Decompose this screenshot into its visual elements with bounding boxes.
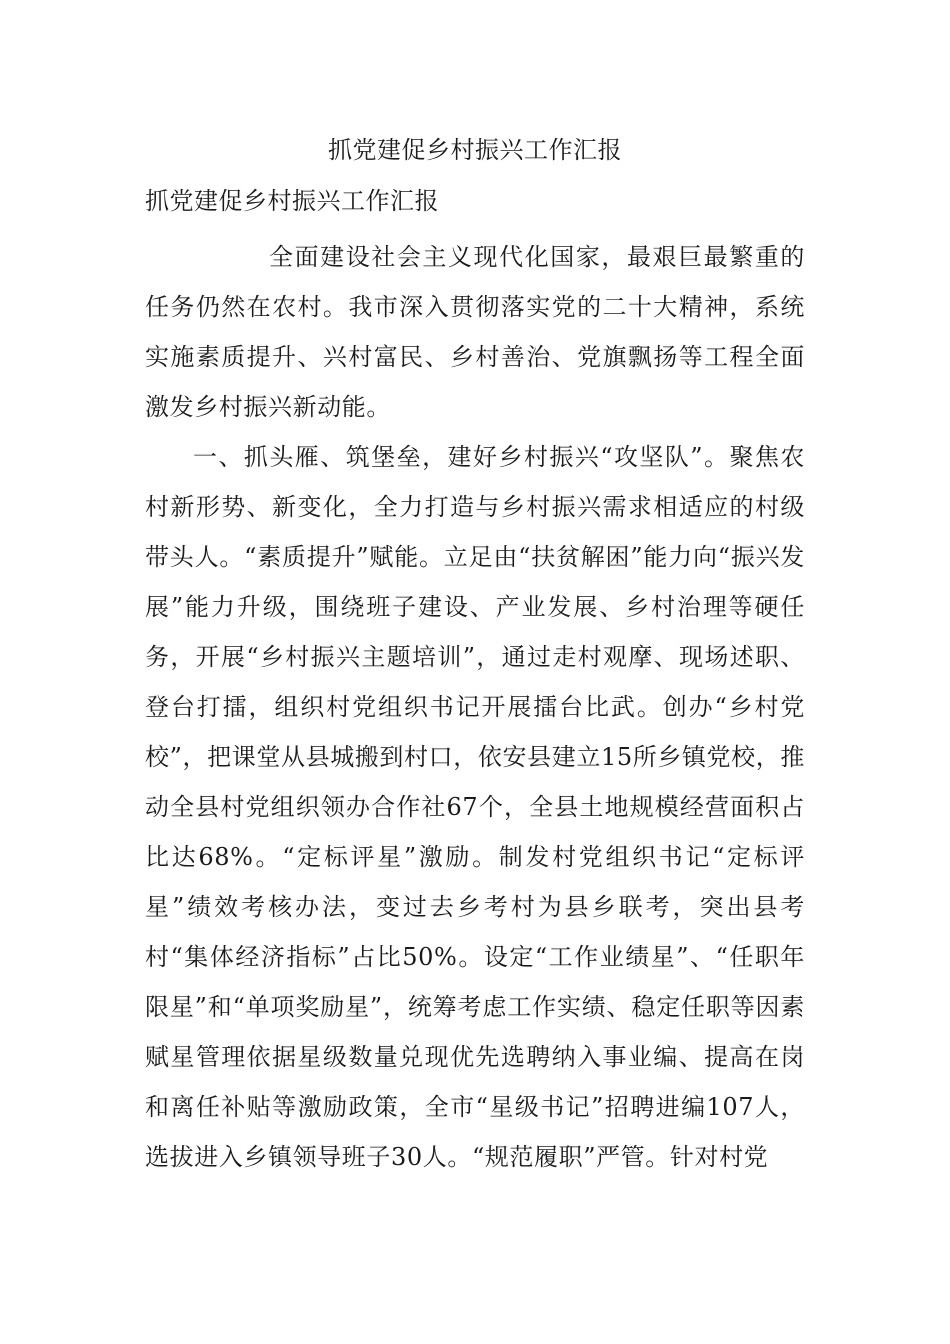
paragraph-intro: 全面建设社会主义现代化国家，最艰巨最繁重的任务仍然在农村。我市深入贯彻落实党的二十大精神，系统实施素质提升、兴村富民、乡村善治、党旗飘扬等工程全面激发乡村振兴新动能。 [145,243,805,421]
document-subtitle: 抓党建促乡村振兴工作汇报 [145,187,439,215]
document-title: 抓党建促乡村振兴工作汇报 [328,136,622,164]
paragraph-section-one: 一、抓头雁、筑堡垒，建好乡村振兴“攻坚队”。聚焦农村新形势、新变化，全力打造与乡村振兴需求相适应的村级带头人。“素质提升”赋能。立足由“扶贫解困”能力向“振兴发展”能力升级，围绕班子建设、产业发展、乡村治理等硬任务，开展“乡村振兴主题培训”，通过走村观摩、现场述职、登台打擂，组织村党组织书记开展擂台比武。创办“乡村党校”，把课堂从县城搬到村口，依安县建立15所乡镇党校，推动全县村党组织领办合作社67个，全县土地规模经营面积占比达68%。“定标评星”激励。制发村党组织书记“定标评星”绩效考核办法，变过去乡考村为县乡联考，突出县考村“集体经济指标”占比50%。设定“工作业绩星”、“任职年限星”和“单项奖励星”，统筹考虑工作实绩、稳定任职等因素赋星管理依据星级数量兑现优先选聘纳入事业编、提高在岗和离任补贴等激励政策，全市“星级书记”招聘进编107人，选拔进入乡镇领导班子30人。“规范履职”严管。针对村党 [145,443,805,1171]
document-body [145,232,805,1182]
